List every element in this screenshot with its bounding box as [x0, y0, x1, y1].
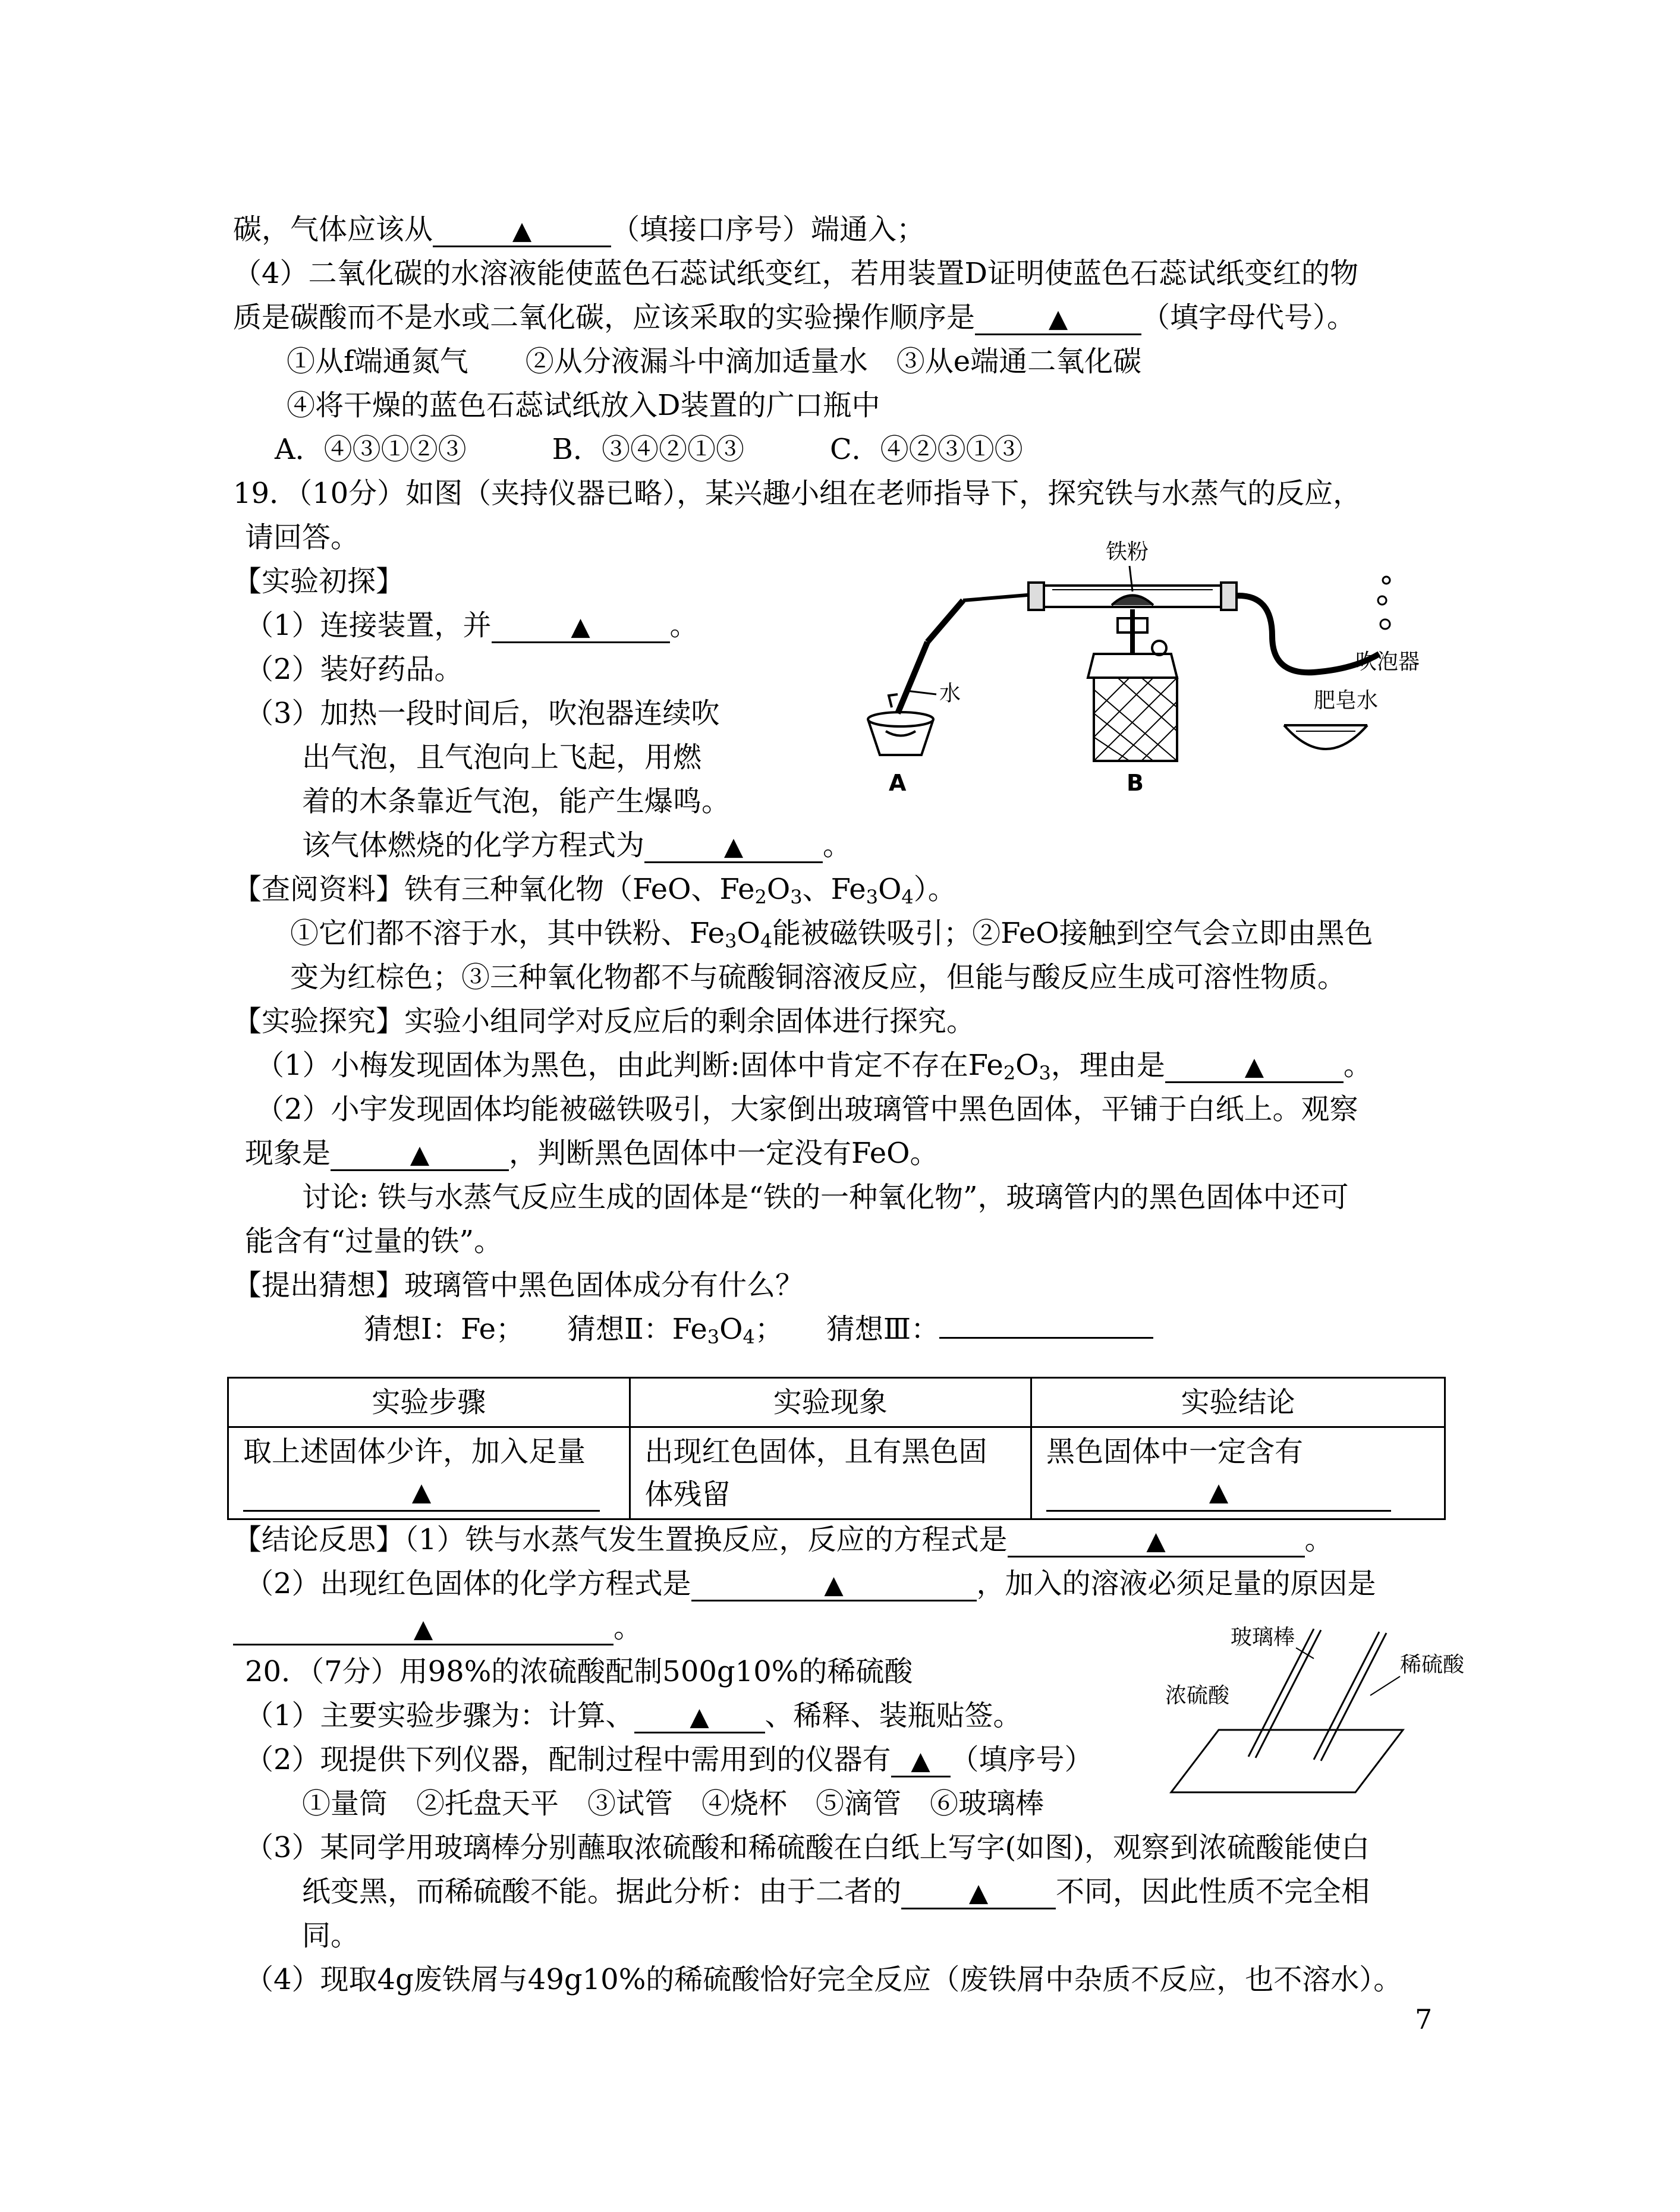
- q20-part1: （1）主要实验步骤为：计算、 ▲ 、稀释、装瓶贴签。: [245, 1699, 1022, 1732]
- reference-line1: ①它们都不溶于水，其中铁粉、$Fe_3O_4$能被磁铁吸引；②FeO接触到空气会立即由黑色: [290, 917, 1373, 952]
- conclusion-2: （2）出现红色固体的化学方程式是 ▲ ，加入的溶液必须足量的原因是: [245, 1567, 1376, 1600]
- exploration-1: （1）小梅发现固体为黑色，由此判断:固体中肯定不存在$Fe_2O_3$，理由是 ▲ 。: [256, 1049, 1372, 1084]
- q18-part4-line2: 质是碳酸而不是水或二氧化碳，应该采取的实验操作顺序是 ▲ （填字母代号）。: [233, 301, 1356, 334]
- answer-blank[interactable]: ▲: [1165, 1050, 1344, 1083]
- answer-blank[interactable]: ▲: [891, 1745, 951, 1777]
- q18-option-steps-1: ①从f端通氮气 ②从分液漏斗中滴加适量水 ③从e端通二氧化碳: [287, 345, 1142, 378]
- q20-part3-line1: （3）某同学用玻璃棒分别蘸取浓硫酸和稀硫酸在白纸上写字(如图)，观察到浓硫酸能使白: [245, 1831, 1370, 1864]
- conclusion-2-cont: ▲ 。: [233, 1610, 642, 1645]
- label-dilute-acid: 稀硫酸: [1400, 1653, 1465, 1677]
- section-initial-experiment: 【实验初探】: [233, 565, 405, 598]
- q19-title: 19．（10分）如图（夹持仪器已略），某兴趣小组在老师指导下，探究铁与水蒸气的反应，: [233, 477, 1362, 510]
- label-a: A: [889, 770, 907, 796]
- table-header-row: [228, 1378, 1445, 1427]
- table-row: [228, 1427, 1445, 1519]
- section-hypothesis: 【提出猜想】玻璃管中黑色固体成分有什么？: [233, 1269, 804, 1302]
- burner-b: [1088, 609, 1177, 761]
- q19-step3-line1: （3）加热一段时间后，吹泡器连续吹: [245, 697, 720, 730]
- cell-conclusion: 黑色固体中一定含有 ▲: [1031, 1427, 1445, 1519]
- q18-choices: A．④③①②③ B．③④②①③ C．④②③①③: [275, 433, 1023, 466]
- section-reference: 【查阅资料】铁有三种氧化物（FeO、$Fe_2O_3$、$Fe_3O_4$）。: [233, 873, 957, 908]
- discussion-line2: 能含有“过量的铁”。: [245, 1225, 503, 1258]
- q18-line-3: 碳，气体应该从 ▲ （填接口序号）端通入；: [233, 213, 926, 246]
- exploration-2-cont: 现象是 ▲ ，判断黑色固体中一定没有FeO。: [245, 1137, 939, 1170]
- header-phenomenon: 实验现象: [630, 1378, 1031, 1427]
- label-iron-powder: 铁粉: [1106, 540, 1149, 564]
- exploration-2: （2）小宇发现固体均能被磁铁吸引，大家倒出玻璃管中黑色固体，平铺于白纸上。观察: [256, 1093, 1358, 1126]
- q20-instruments: ①量筒 ②托盘天平 ③试管 ④烧杯 ⑤滴管 ⑥玻璃棒: [302, 1787, 1045, 1820]
- q20-part4: （4）现取4g废铁屑与49g10%的稀硫酸恰好完全反应（废铁屑中杂质不反应，也不溶水）。: [245, 1963, 1402, 1996]
- header-steps: 实验步骤: [228, 1378, 630, 1427]
- answer-blank[interactable]: ▲: [433, 215, 611, 247]
- label-bubble-blower: 吹泡器: [1355, 650, 1420, 674]
- answer-blank[interactable]: ▲: [1046, 1473, 1391, 1512]
- answer-blank[interactable]: ▲: [975, 303, 1141, 335]
- stand-a: [868, 594, 1034, 755]
- reference-line2: 变为红棕色；③三种氧化物都不与硫酸铜溶液反应，但能与酸反应生成可溶性物质。: [290, 961, 1346, 994]
- label-b: B: [1127, 770, 1144, 796]
- q19-step2: （2）装好药品。: [245, 653, 463, 686]
- answer-blank[interactable]: ▲: [1008, 1525, 1305, 1557]
- q19-step3-line3: 着的木条靠近气泡，能产生爆鸣。: [302, 785, 731, 818]
- answer-blank[interactable]: ▲: [691, 1569, 977, 1601]
- white-paper: [1171, 1730, 1403, 1792]
- experiment-table: [227, 1377, 1446, 1520]
- page-number: 7: [1415, 2003, 1433, 2035]
- answer-blank[interactable]: ▲: [243, 1473, 600, 1512]
- hypothesis-3-blank[interactable]: [939, 1337, 1153, 1339]
- q19-step1: （1）连接装置，并 ▲ 。: [245, 609, 699, 642]
- discussion-line1: 讨论: 铁与水蒸气反应生成的固体是“铁的一种氧化物”，玻璃管内的黑色固体中还可: [302, 1181, 1349, 1214]
- q19-step3-line4: 该气体燃烧的化学方程式为 ▲ 。: [302, 829, 852, 862]
- cell-phenomenon: 出现红色固体，且有黑色固 体残留: [630, 1427, 1031, 1519]
- answer-blank[interactable]: ▲: [331, 1138, 509, 1171]
- glass-rod-figure: [1165, 1617, 1498, 1795]
- q20-title: 20．（7分）用98%的浓硫酸配制500g10%的稀硫酸: [245, 1655, 913, 1688]
- hypotheses: 猜想Ⅰ：Fe； 猜想Ⅱ：$Fe_3O_4$； 猜想Ⅲ：: [364, 1311, 1153, 1347]
- label-water: 水: [939, 681, 961, 706]
- answer-blank[interactable]: ▲: [492, 611, 670, 643]
- answer-blank[interactable]: ▲: [901, 1877, 1056, 1909]
- cell-steps: 取上述固体少许，加入足量 ▲: [228, 1427, 630, 1519]
- q20-part3-line3: 同。: [302, 1919, 360, 1952]
- label-soap-water: 肥皂水: [1314, 688, 1379, 713]
- label-concentrated-acid: 浓硫酸: [1165, 1684, 1230, 1708]
- q19-title-cont: 请回答。: [245, 521, 360, 554]
- section-conclusion: 【结论反思】（1）铁与水蒸气发生置换反应，反应的方程式是 ▲ 。: [233, 1523, 1333, 1556]
- q19-step3-line2: 出气泡，且气泡向上飞起，用燃: [302, 741, 702, 774]
- answer-blank[interactable]: ▲: [233, 1613, 614, 1645]
- label-glass-rod: 玻璃棒: [1231, 1625, 1295, 1650]
- apparatus-figure: [856, 535, 1451, 808]
- q20-part2: （2）现提供下列仪器，配制过程中需用到的仪器有 ▲ （填序号）: [245, 1743, 1093, 1776]
- header-conclusion: 实验结论: [1031, 1378, 1445, 1427]
- soap-dish: [1284, 725, 1367, 749]
- answer-blank[interactable]: ▲: [634, 1701, 765, 1733]
- q18-option-steps-2: ④将干燥的蓝色石蕊试纸放入D装置的广口瓶中: [287, 389, 880, 422]
- section-exploration: 【实验探究】实验小组同学对反应后的剩余固体进行探究。: [233, 1005, 976, 1038]
- q20-part3-line2: 纸变黑，而稀硫酸不能。据此分析：由于二者的 ▲ 不同，因此性质不完全相: [302, 1875, 1370, 1908]
- answer-blank[interactable]: ▲: [644, 830, 823, 863]
- q18-part4-line1: （4）二氧化碳的水溶液能使蓝色石蕊试纸变红，若用装置D证明使蓝色石蕊试纸变红的物: [233, 257, 1359, 290]
